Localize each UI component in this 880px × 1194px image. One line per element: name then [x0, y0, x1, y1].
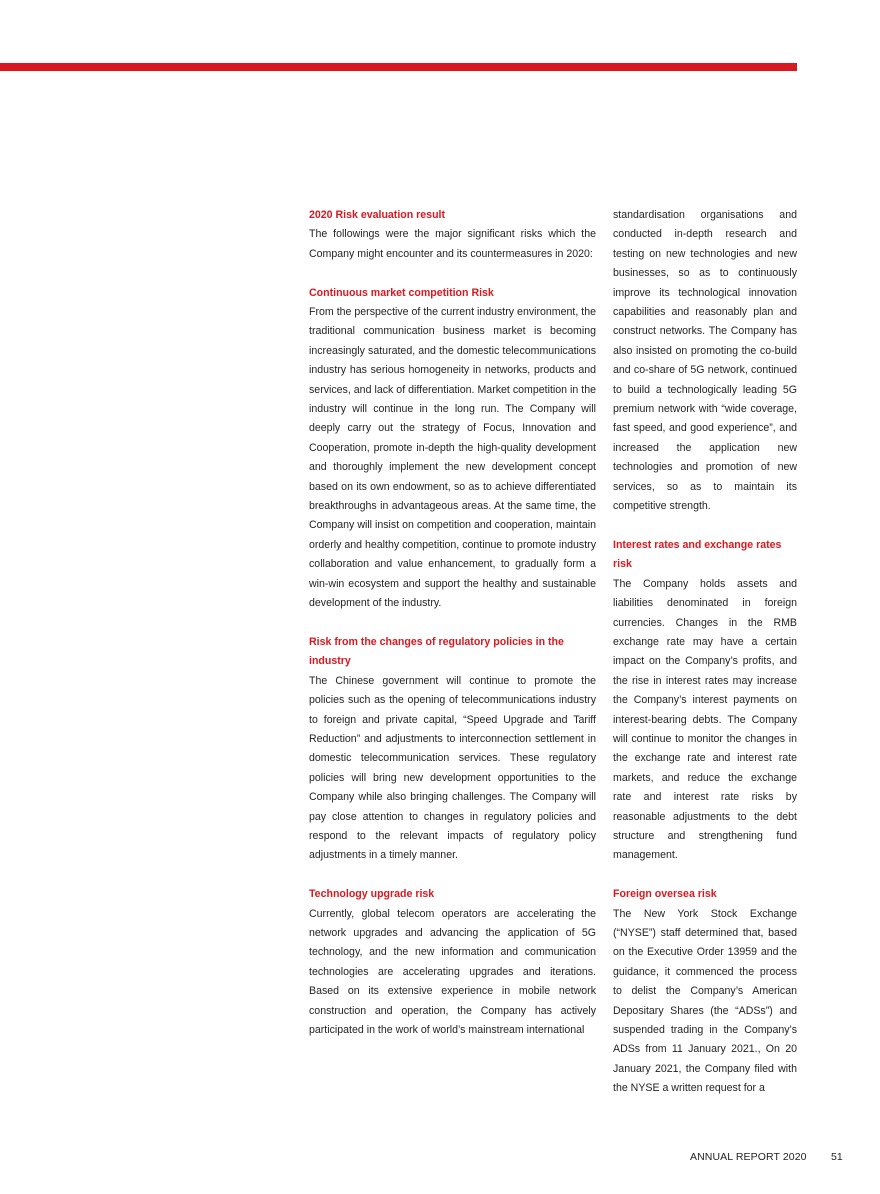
foreign-oversea-paragraph: The New York Stock Exchange (“NYSE”) staff determined that, based on the Executive Order 13959 and the guidance, it commenced the process to delist the Company’s American Depositary Shares (the “ADSs”) and suspended trading in the Company’s ADSs from 11 January 2021., On 20 January 2021, the Company filed with the NYSE a written request for a: [613, 907, 797, 1095]
heading-regulatory-risk: Risk from the changes of regulatory policies in the industry: [309, 635, 564, 668]
page-number: 51: [831, 1151, 843, 1163]
heading-market-competition-risk: Continuous market competition Risk: [309, 286, 494, 299]
heading-risk-evaluation-result: 2020 Risk evaluation result: [309, 209, 446, 221]
heading-interest-exchange-risk: Interest rates and exchange rates risk: [613, 538, 782, 571]
heading-foreign-oversea-risk: Foreign oversea risk: [613, 888, 717, 901]
left-text-column: [309, 206, 596, 1040]
technology-paragraph: Currently, global telecom operators are accelerating the network upgrades and advancing the application of 5G technology, and the new information and communication technologies are accelerating upgrades and iterations. Based on its extensive experience in mobile network construction and operation, the Company has actively participated in the work of world’s mainstream international: [309, 907, 596, 1037]
heading-technology-upgrade-risk: Technology upgrade risk: [309, 888, 435, 901]
market-competition-paragraph: From the perspective of the current industry environment, the traditional communication business market is becoming increasingly saturated, and the domestic telecommunications industry has serious homogeneity in networks, products and services, and lack of differentiation. Market competition in the industry will continue in the long run. The Company will deeply carry out the strategy of Focus, Innovation and Cooperation, promote in-depth the high-quality development and thoroughly implement the new development concept based on its own endowment, so as to achieve differentiated breakthroughs in advantageous areas. At the same time, the Company will insist on competition and cooperation, maintain orderly and healthy competition, continue to promote industry collaboration and value enhancement, to gradually form a win-win ecosystem and support the healthy and sustainable development of the industry.: [309, 306, 596, 610]
interest-exchange-paragraph: The Company holds assets and liabilities denominated in foreign currencies. Changes in the RMB exchange rate may have a certain impact on the Company’s profits, and the rise in interest rates may increase the Company’s interest payments on interest-bearing debts. The Company will continue to monitor the changes in the exchange rate and interest rate markets, and reduce the exchange rate and interest rate risks by reasonable adjustments to the debt structure and strengthening fund management.: [613, 577, 797, 862]
right-text-column: [613, 206, 797, 1099]
technology-continued-paragraph: standardisation organisations and conducted in-depth research and testing on new technologies and new businesses, so as to continuously improve its technological innovation capabilities and reasonably plan and construct networks. The Company has also insisted on promoting the co-build and co-share of 5G network, continued to build a technologically leading 5G premium network with “wide coverage, fast speed, and good experience”, and increased the application new technologies and promotion of new services, so as to maintain its competitive strength.: [613, 209, 797, 513]
regulatory-paragraph: The Chinese government will continue to promote the policies such as the opening of telecommunications industry to foreign and private capital, “Speed Upgrade and Tariff Reduction” and adjustments to interconnection settlement in domestic telecommunication services. These regulatory policies will bring new development opportunities to the Company while also bringing challenges. The Company will pay close attention to changes in regulatory policies and respond to the relevant impacts of regulatory policy adjustments in a timely manner.: [309, 674, 596, 862]
intro-paragraph: The followings were the major significant risks which the Company might encounter and its countermeasures in 2020:: [309, 228, 596, 260]
footer-report-label: ANNUAL REPORT 2020: [690, 1151, 807, 1163]
header-accent-bar: [0, 63, 797, 71]
